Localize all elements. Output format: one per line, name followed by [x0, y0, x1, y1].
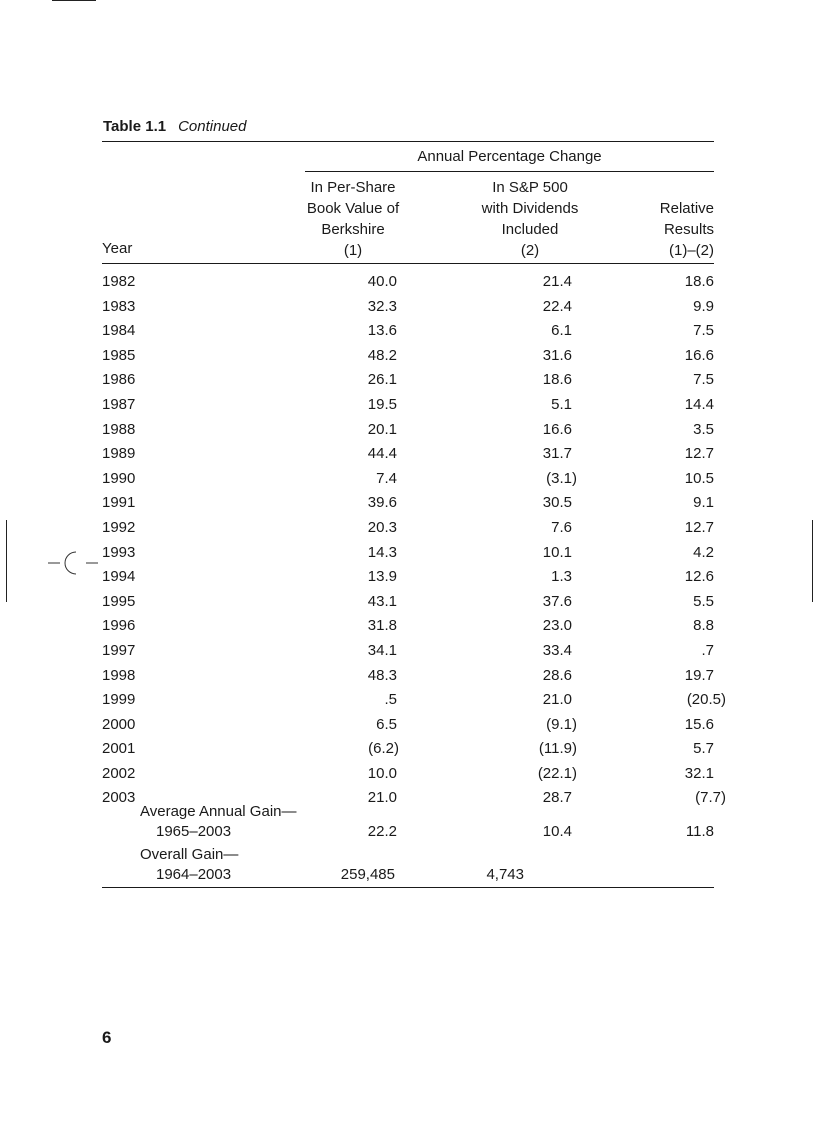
row-book-value: 44.4 [367, 445, 397, 463]
row-book-value: 13.9 [367, 568, 397, 586]
row-relative: 18.6 [684, 273, 714, 290]
row-year: 1982 [102, 273, 136, 290]
row-relative: 3.5 [693, 420, 714, 438]
row-year: 1988 [102, 420, 136, 438]
column-header-sp500: In S&P 500 with Dividends Included (2) [481, 179, 579, 259]
table-row [102, 664, 742, 689]
row-relative: 12.7 [684, 445, 714, 463]
row-book-value: 48.2 [367, 346, 397, 364]
row-year: 1987 [102, 395, 136, 413]
table-row [102, 614, 742, 639]
table-bottom-rule [102, 887, 714, 888]
row-relative: 9.1 [693, 494, 714, 512]
row-sp500: 18.6 [542, 371, 572, 389]
row-sp500: 28.7 [542, 789, 572, 807]
row-relative: 7.5 [693, 322, 714, 340]
row-relative: 12.6 [684, 568, 714, 586]
table-row [102, 368, 742, 393]
row-sp500: 21.4 [542, 273, 572, 290]
row-book-value: 39.6 [367, 494, 397, 512]
table-row [102, 344, 742, 369]
row-relative: 4.2 [693, 543, 714, 561]
row-book-value: 32.3 [367, 297, 397, 315]
row-relative: 7.5 [693, 371, 714, 389]
row-year: 1993 [102, 543, 136, 561]
row-book-value: .5 [384, 691, 397, 709]
row-book-value: 13.6 [367, 322, 397, 340]
row-relative: (20.5) [686, 691, 726, 709]
summary-average-label: Average Annual Gain— [140, 803, 297, 820]
row-relative: 5.7 [693, 740, 714, 758]
row-sp500: 28.6 [542, 666, 572, 684]
summary-overall-book-value: 259,485 [340, 866, 395, 883]
row-sp500: 10.1 [542, 543, 572, 561]
row-year: 1994 [102, 568, 136, 586]
table-row [102, 491, 742, 516]
table-row [102, 565, 742, 590]
row-relative: 8.8 [693, 617, 714, 635]
row-sp500: 21.0 [542, 691, 572, 709]
row-sp500: 31.6 [542, 346, 572, 364]
row-year: 1991 [102, 494, 136, 512]
row-year: 1984 [102, 322, 136, 340]
crop-mark-right [812, 520, 813, 602]
table-row [102, 393, 742, 418]
row-book-value: 31.8 [367, 617, 397, 635]
table-row [102, 737, 742, 762]
row-sp500: (9.1) [546, 715, 577, 733]
table-row [102, 639, 742, 664]
summary-average-relative: 11.8 [685, 823, 714, 840]
row-sp500: 33.4 [542, 641, 572, 659]
row-book-value: (6.2) [368, 740, 399, 758]
crop-mark-left [6, 520, 7, 602]
row-relative: 14.4 [684, 395, 714, 413]
row-book-value: 26.1 [367, 371, 397, 389]
row-sp500: 7.6 [551, 518, 572, 536]
row-book-value: 48.3 [367, 666, 397, 684]
table-row [102, 713, 742, 738]
row-book-value: 10.0 [367, 764, 397, 782]
row-relative: 10.5 [684, 469, 714, 487]
row-book-value: 6.5 [376, 715, 397, 733]
row-year: 1989 [102, 445, 136, 463]
column-header-year: Year [102, 240, 133, 257]
spanner-heading: Annual Percentage Change [417, 148, 602, 165]
row-relative: 12.7 [684, 518, 714, 536]
table-row [102, 418, 742, 443]
row-book-value: 7.4 [376, 469, 397, 487]
row-sp500: (22.1) [537, 764, 577, 782]
header-rule [102, 263, 714, 264]
row-sp500: 37.6 [542, 592, 572, 610]
row-year: 1997 [102, 641, 136, 659]
row-book-value: 14.3 [367, 543, 397, 561]
table-caption [103, 118, 246, 135]
row-relative: 9.9 [693, 297, 714, 315]
page-number: 6 [102, 1028, 112, 1047]
row-sp500: 31.7 [542, 445, 572, 463]
row-relative: (7.7) [695, 789, 726, 807]
column-header-relative: Relative Results (1)–(2) [659, 200, 714, 259]
row-book-value: 40.0 [367, 273, 397, 290]
summary-overall-sp500: 4,743 [486, 866, 524, 883]
registration-mark-icon [48, 548, 100, 578]
summary-overall-label: Overall Gain— [140, 846, 239, 863]
table-row [102, 319, 742, 344]
row-book-value: 21.0 [367, 789, 397, 807]
row-book-value: 20.1 [367, 420, 397, 438]
summary-average-period: 1965–2003 [156, 823, 232, 840]
row-sp500: 23.0 [542, 617, 572, 635]
row-sp500: 1.3 [551, 568, 572, 586]
table-row [102, 590, 742, 615]
row-book-value: 19.5 [367, 395, 397, 413]
row-year: 1985 [102, 346, 136, 364]
row-year: 2003 [102, 789, 136, 807]
table-row [102, 442, 742, 467]
table-top-rule [102, 141, 714, 142]
row-book-value: 43.1 [367, 592, 397, 610]
row-year: 1995 [102, 592, 136, 610]
summary-average-book-value: 22.2 [367, 823, 397, 840]
row-relative: 15.6 [684, 715, 714, 733]
summary-overall-period: 1964–2003 [156, 866, 232, 883]
summary-average-sp500: 10.4 [542, 823, 572, 840]
row-year: 1983 [102, 297, 136, 315]
row-sp500: (3.1) [546, 469, 577, 487]
table-row [102, 762, 742, 787]
row-relative: 32.1 [684, 764, 714, 782]
table-row [102, 270, 742, 295]
row-year: 1992 [102, 518, 136, 536]
row-relative: 5.5 [693, 592, 714, 610]
table-label: Table 1.1 [103, 118, 167, 135]
table-body [102, 270, 742, 811]
table-row [102, 295, 742, 320]
row-year: 1998 [102, 666, 136, 684]
row-year: 1986 [102, 371, 136, 389]
row-year: 1996 [102, 617, 136, 635]
row-year: 1990 [102, 469, 136, 487]
row-sp500: 6.1 [551, 322, 572, 340]
row-sp500: 5.1 [551, 395, 572, 413]
row-relative: .7 [701, 641, 714, 659]
row-relative: 16.6 [684, 346, 714, 364]
row-relative: 19.7 [684, 666, 714, 684]
row-sp500: 22.4 [542, 297, 572, 315]
row-year: 2001 [102, 740, 136, 758]
table-row [102, 516, 742, 541]
row-year: 2000 [102, 715, 136, 733]
crop-mark-top [52, 0, 96, 1]
row-book-value: 34.1 [367, 641, 397, 659]
row-year: 2002 [102, 764, 136, 782]
table-row [102, 467, 742, 492]
column-header-book-value: In Per-Share Book Value of Berkshire (1) [306, 179, 400, 259]
spanner-rule [305, 171, 714, 172]
row-sp500: (11.9) [538, 740, 577, 758]
table-row [102, 688, 742, 713]
table-row [102, 541, 742, 566]
row-year: 1999 [102, 691, 136, 709]
row-sp500: 30.5 [542, 494, 572, 512]
row-book-value: 20.3 [367, 518, 397, 536]
row-sp500: 16.6 [542, 420, 572, 438]
table-continued: Continued [178, 118, 247, 135]
